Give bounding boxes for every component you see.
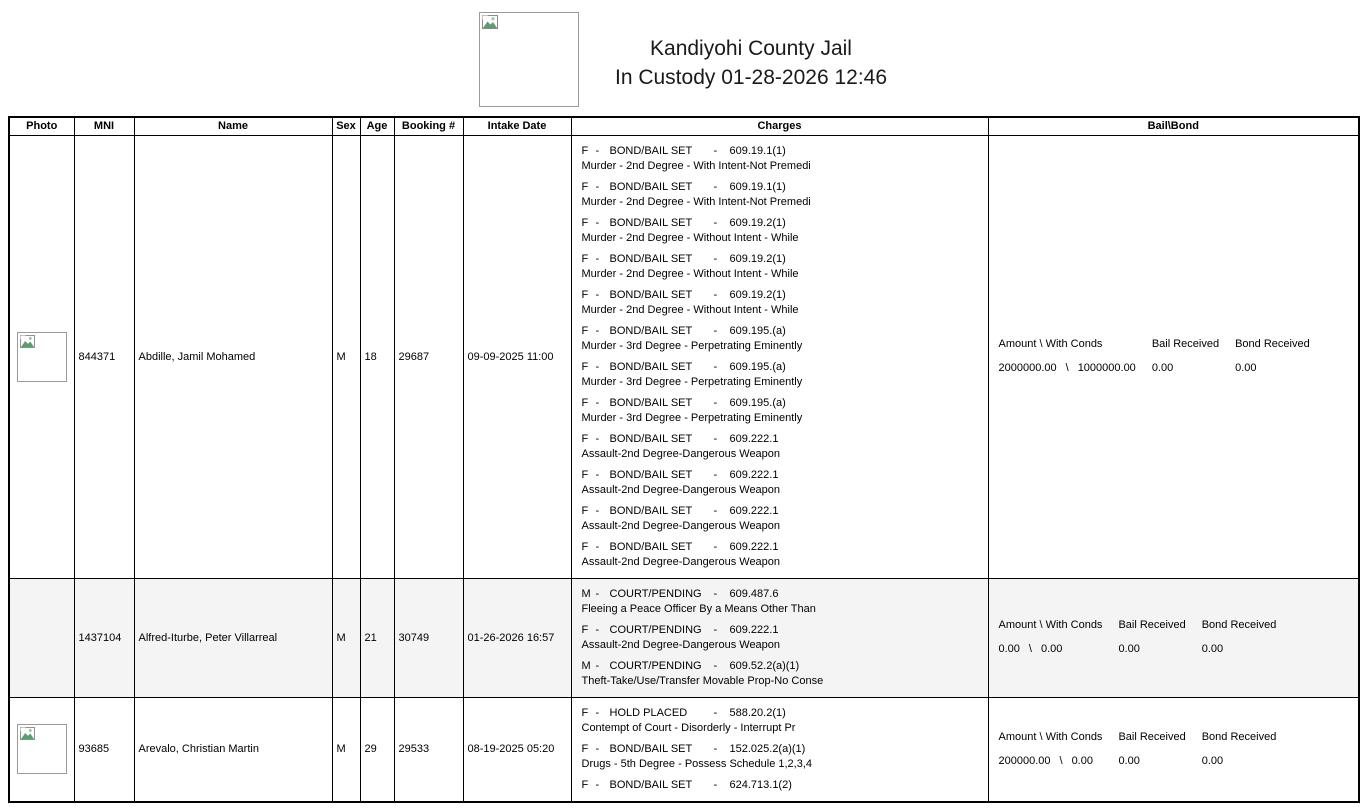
bail-received-label: Bail Received xyxy=(1151,338,1220,350)
inmate-row xyxy=(9,578,1359,697)
bail-received-value: 0.00 xyxy=(1118,754,1140,767)
bail-amount-value: 200000.00 \ 0.00 xyxy=(998,754,1093,767)
booking-cell: 30749 xyxy=(394,578,463,697)
bail-bond-cell xyxy=(988,135,1359,578)
charge-separator: - xyxy=(713,623,718,636)
charge-item xyxy=(582,659,984,689)
charge-separator: - xyxy=(713,706,718,719)
col-header-intake-date: Intake Date xyxy=(463,117,571,135)
charge-status: COURT/PENDING xyxy=(609,623,702,636)
charge-separator: - xyxy=(595,252,600,265)
charge-item xyxy=(582,468,984,498)
charge-description: Assault-2nd Degree-Dangerous Weapon xyxy=(581,447,781,460)
charge-description: Murder - 2nd Degree - With Intent-Not Premedi xyxy=(581,159,811,172)
charge-separator: - xyxy=(595,180,600,193)
charge-separator: - xyxy=(713,252,718,265)
charge-statute: 609.19.2(1) xyxy=(729,216,786,229)
charge-statute: 152.025.2(a)(1) xyxy=(729,742,806,755)
inmate-photo-placeholder xyxy=(17,332,67,382)
charge-status: COURT/PENDING xyxy=(609,587,702,600)
charge-separator: - xyxy=(595,432,600,445)
bond-received-label: Bond Received xyxy=(1235,338,1310,350)
report-titles xyxy=(615,12,887,92)
charge-status: BOND/BAIL SET xyxy=(609,288,693,301)
bail-amount-value: 0.00 \ 0.00 xyxy=(998,643,1063,655)
charge-status: BOND/BAIL SET xyxy=(609,324,693,337)
bond-received-value: 0.00 xyxy=(1201,643,1224,655)
report-subtitle: In Custody 01-28-2026 12:46 xyxy=(614,66,888,89)
col-header-booking: Booking # xyxy=(394,117,463,135)
charge-level: F xyxy=(581,360,589,373)
name-cell: Arevalo, Christian Martin xyxy=(134,697,332,802)
photo-cell xyxy=(9,135,74,578)
charge-level: F xyxy=(581,324,589,337)
charge-statute: 624.713.1(2) xyxy=(729,778,792,791)
charge-statute: 609.19.2(1) xyxy=(729,288,786,301)
charge-item xyxy=(582,623,984,653)
charge-separator: - xyxy=(713,144,718,157)
charge-item xyxy=(582,706,984,736)
charge-separator: - xyxy=(595,706,600,719)
charge-item xyxy=(582,432,984,462)
charge-description: Fleeing a Peace Officer By a Means Other Than xyxy=(581,602,816,615)
broken-image-icon xyxy=(20,335,35,348)
charge-statute: 588.20.2(1) xyxy=(729,706,786,719)
charge-statute: 609.52.2(a)(1) xyxy=(729,659,800,672)
mni-cell: 93685 xyxy=(74,697,134,802)
charge-level: F xyxy=(581,742,589,755)
bond-received-value: 0.00 xyxy=(1201,754,1224,767)
charge-separator: - xyxy=(595,288,600,301)
col-header-bail-bond: Bail\Bond xyxy=(988,117,1359,135)
charge-description: Murder - 2nd Degree - With Intent-Not Premedi xyxy=(581,195,811,208)
charge-separator: - xyxy=(595,623,600,636)
charge-item xyxy=(582,587,984,617)
age-cell: 29 xyxy=(360,697,394,802)
charge-separator: - xyxy=(713,742,718,755)
inmate-photo-placeholder xyxy=(17,724,67,774)
name-cell: Abdille, Jamil Mohamed xyxy=(134,135,332,578)
charge-separator: - xyxy=(595,504,600,517)
charge-description: Contempt of Court - Disorderly - Interrupt Pr xyxy=(581,721,796,734)
charge-level: F xyxy=(581,252,589,265)
bail-bond-cell xyxy=(988,697,1359,802)
inmate-row xyxy=(9,697,1359,802)
charge-statute: 609.19.2(1) xyxy=(729,252,786,265)
charge-level: F xyxy=(581,144,589,157)
charge-item xyxy=(582,180,984,210)
bond-received-value: 0.00 xyxy=(1235,362,1257,374)
charge-separator: - xyxy=(713,432,718,445)
charge-description: Murder - 2nd Degree - Without Intent - While xyxy=(581,231,799,244)
charge-statute: 609.222.1 xyxy=(729,504,779,517)
bail-amount-label: Amount \ With Conds xyxy=(998,619,1103,631)
charge-description: Assault-2nd Degree-Dangerous Weapon xyxy=(581,638,781,651)
charge-status: BOND/BAIL SET xyxy=(609,778,693,791)
charge-level: F xyxy=(581,288,589,301)
charge-separator: - xyxy=(713,216,718,229)
charge-status: BOND/BAIL SET xyxy=(609,252,693,265)
charge-description: Drugs - 5th Degree - Possess Schedule 1,2,3,4 xyxy=(581,757,813,770)
charge-item xyxy=(582,288,984,318)
charge-separator: - xyxy=(713,180,718,193)
col-header-charges: Charges xyxy=(571,117,988,135)
col-header-age: Age xyxy=(360,117,394,135)
intake-date-cell: 09-09-2025 11:00 xyxy=(463,135,571,578)
charge-separator: - xyxy=(595,324,600,337)
charges-cell xyxy=(571,578,988,697)
charge-status: BOND/BAIL SET xyxy=(609,144,693,157)
name-cell: Alfred-Iturbe, Peter Villarreal xyxy=(134,578,332,697)
charge-statute: 609.222.1 xyxy=(729,432,779,445)
charge-separator: - xyxy=(713,288,718,301)
charge-statute: 609.19.1(1) xyxy=(729,144,786,157)
charge-description: Murder - 3rd Degree - Perpetrating Eminently xyxy=(581,411,803,424)
report-header xyxy=(8,12,1358,107)
charges-cell xyxy=(571,697,988,802)
intake-date-cell: 01-26-2026 16:57 xyxy=(463,578,571,697)
bail-received-label: Bail Received xyxy=(1118,730,1186,743)
col-header-mni: MNI xyxy=(74,117,134,135)
charge-item xyxy=(582,252,984,282)
charge-level: F xyxy=(581,216,589,229)
bond-received-label: Bond Received xyxy=(1201,619,1277,631)
charge-status: BOND/BAIL SET xyxy=(609,216,693,229)
charge-separator: - xyxy=(713,504,718,517)
charge-separator: - xyxy=(713,587,718,600)
charge-description: Theft-Take/Use/Transfer Movable Prop-No Conse xyxy=(581,674,824,687)
photo-cell xyxy=(9,697,74,802)
charge-item xyxy=(582,216,984,246)
charge-statute: 609.195.(a) xyxy=(729,360,786,373)
charge-status: BOND/BAIL SET xyxy=(609,504,693,517)
bail-received-value: 0.00 xyxy=(1151,362,1174,374)
charges-cell xyxy=(571,135,988,578)
broken-image-icon xyxy=(20,727,35,740)
sex-cell: M xyxy=(332,135,360,578)
charge-status: BOND/BAIL SET xyxy=(609,432,693,445)
bail-received-value: 0.00 xyxy=(1118,643,1140,655)
charge-level: F xyxy=(581,540,589,553)
charge-statute: 609.222.1 xyxy=(729,468,779,481)
charge-status: BOND/BAIL SET xyxy=(609,180,693,193)
bail-amount-label: Amount \ With Conds xyxy=(998,338,1103,350)
roster-table xyxy=(8,116,1360,803)
charge-status: BOND/BAIL SET xyxy=(609,396,693,409)
charge-level: F xyxy=(581,504,589,517)
sex-cell: M xyxy=(332,697,360,802)
charge-separator: - xyxy=(595,360,600,373)
charge-level: F xyxy=(581,623,589,636)
col-header-photo: Photo xyxy=(9,117,74,135)
charge-description: Assault-2nd Degree-Dangerous Weapon xyxy=(581,555,781,568)
agency-logo-placeholder xyxy=(479,12,579,107)
broken-image-icon xyxy=(482,15,498,29)
charge-separator: - xyxy=(713,468,718,481)
charge-status: BOND/BAIL SET xyxy=(609,540,693,553)
charge-item xyxy=(582,396,984,426)
charge-separator: - xyxy=(595,144,600,157)
charge-separator: - xyxy=(595,587,600,600)
charge-level: M xyxy=(581,659,591,672)
charge-level: F xyxy=(581,180,589,193)
charge-statute: 609.222.1 xyxy=(729,540,779,553)
charge-item xyxy=(582,324,984,354)
charge-statute: 609.19.1(1) xyxy=(729,180,786,193)
report-title: Kandiyohi County Jail xyxy=(650,37,852,60)
charge-item xyxy=(582,540,984,570)
charge-statute: 609.195.(a) xyxy=(729,396,786,409)
charge-status: BOND/BAIL SET xyxy=(609,742,693,755)
charge-separator: - xyxy=(595,468,600,481)
charge-description: Murder - 2nd Degree - Without Intent - While xyxy=(581,267,799,280)
charge-description: Assault-2nd Degree-Dangerous Weapon xyxy=(581,519,781,532)
charge-item xyxy=(582,360,984,390)
charge-separator: - xyxy=(713,396,718,409)
header-row xyxy=(9,117,1359,135)
col-header-name: Name xyxy=(134,117,332,135)
charge-statute: 609.222.1 xyxy=(729,623,779,636)
mni-cell: 844371 xyxy=(74,135,134,578)
charge-item xyxy=(582,504,984,534)
charge-level: F xyxy=(581,396,589,409)
charge-separator: - xyxy=(713,540,718,553)
charge-level: F xyxy=(581,432,589,445)
charge-description: Assault-2nd Degree-Dangerous Weapon xyxy=(581,483,781,496)
charge-item xyxy=(582,778,984,793)
charge-status: BOND/BAIL SET xyxy=(609,360,693,373)
charge-separator: - xyxy=(595,216,600,229)
sex-cell: M xyxy=(332,578,360,697)
charge-statute: 609.487.6 xyxy=(729,587,779,600)
charge-separator: - xyxy=(595,396,600,409)
charge-separator: - xyxy=(595,659,600,672)
inmate-row xyxy=(9,135,1359,578)
mni-cell: 1437104 xyxy=(74,578,134,697)
charge-status: HOLD PLACED xyxy=(609,706,688,719)
bail-bond-cell xyxy=(988,578,1359,697)
photo-cell xyxy=(9,578,74,697)
age-cell: 21 xyxy=(360,578,394,697)
charge-separator: - xyxy=(595,778,600,791)
charge-description: Murder - 3rd Degree - Perpetrating Eminently xyxy=(581,339,803,352)
col-header-sex: Sex xyxy=(332,117,360,135)
booking-cell: 29533 xyxy=(394,697,463,802)
age-cell: 18 xyxy=(360,135,394,578)
bail-amount-label: Amount \ With Conds xyxy=(998,730,1103,743)
charge-separator: - xyxy=(713,659,718,672)
charge-level: F xyxy=(581,778,589,791)
charge-level: F xyxy=(581,468,589,481)
charge-item xyxy=(582,144,984,174)
charge-separator: - xyxy=(595,540,600,553)
charge-level: M xyxy=(581,587,591,600)
charge-separator: - xyxy=(713,324,718,337)
charge-separator: - xyxy=(713,778,718,791)
bail-received-label: Bail Received xyxy=(1118,619,1186,631)
bond-received-label: Bond Received xyxy=(1201,730,1277,743)
charge-description: Murder - 3rd Degree - Perpetrating Eminently xyxy=(581,375,803,388)
charge-status: BOND/BAIL SET xyxy=(609,468,693,481)
charge-status: COURT/PENDING xyxy=(609,659,702,672)
intake-date-cell: 08-19-2025 05:20 xyxy=(463,697,571,802)
charge-statute: 609.195.(a) xyxy=(729,324,786,337)
charge-description: Murder - 2nd Degree - Without Intent - While xyxy=(581,303,799,316)
charge-item xyxy=(582,742,984,772)
charge-level: F xyxy=(581,706,589,719)
bail-amount-value: 2000000.00 \ 1000000.00 xyxy=(998,362,1136,374)
charge-separator: - xyxy=(595,742,600,755)
charge-separator: - xyxy=(713,360,718,373)
booking-cell: 29687 xyxy=(394,135,463,578)
